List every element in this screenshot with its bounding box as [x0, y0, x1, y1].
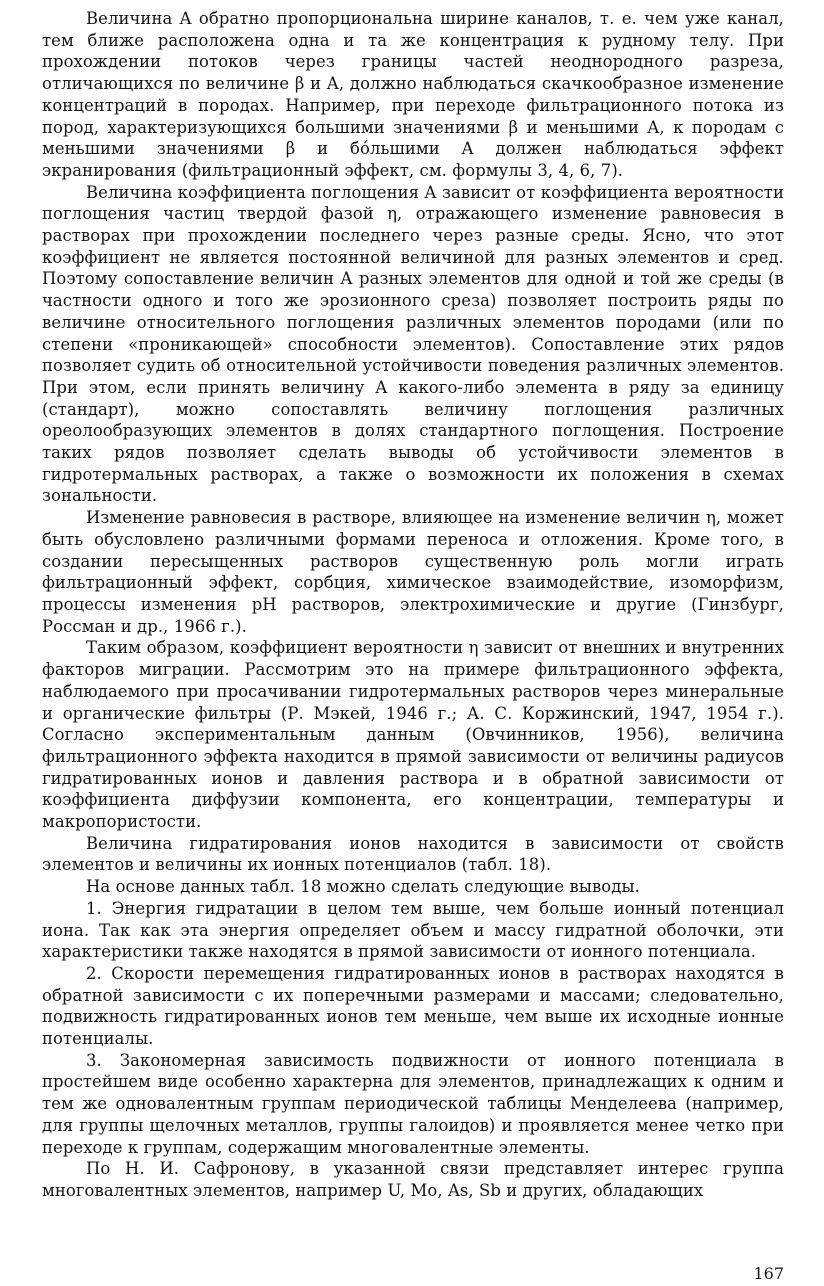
paragraph-ion-hydration: Величина гидратирования ионов находится в зависимости от свойств элементов и величины их ионных потенциалов (табл. 18).	[42, 833, 784, 875]
paragraph-absorption-coefficient: Величина коэффициента поглощения A зависит от коэффициента вероятности поглощения частиц твердой фазой η, отражающего изменение равновесия в растворах при прохождении последнего через разные среды. Ясно, что этот коэффициент не является постоянной величиной для разных элементов и сред. Поэтому сопоставление величин A разных элементов для одной и той же среды (в частности одного и того же эрозионного среза) позволяет построить ряды по величине относительного поглощения различных элементов породами (или по степени «проникающей» способности элементов). Сопоставление этих рядов позволяет судить об относительной устойчивости поведения различных элементов. При этом, если принять величину A какого-либо элемента в ряду за единицу (стандарт), можно сопоставлять величину поглощения различных ореолообразующих элементов в долях стандартного поглощения. Построение таких рядов позволяет сделать выводы об устойчивости элементов в гидротермальных растворах, а также о возможности их положения в схемах зональности.	[42, 182, 784, 506]
paragraph-conclusion-3: 3. Закономерная зависимость подвижности от ионного потенциала в простейшем виде особенно характерна для элементов, принадлежащих к одним и тем же одновалентным группам периодической таблицы Менделеева (например, для группы щелочных металлов, группы галоидов) и проявляется менее четко при переходе к группам, содержащим многовалентные элементы.	[42, 1050, 784, 1157]
page-number: 167	[753, 1264, 784, 1283]
paragraph-conclusion-1: 1. Энергия гидратации в целом тем выше, чем больше ионный потенциал иона. Так как эта энергия определяет объем и массу гидратной оболочки, эти характеристики также находятся в прямой зависимости от ионного потенциала.	[42, 898, 784, 962]
paragraph-equilibrium-change: Изменение равновесия в растворе, влияющее на изменение величин η, может быть обусловлено различными формами переноса и отложения. Кроме того, в создании пересыщенных растворов существенную роль могли играть фильтрационный эффект, сорбция, химическое взаимодействие, изоморфизм, процессы изменения pH растворов, электрохимические и другие (Гинзбург, Россман и др., 1966 г.).	[42, 508, 784, 636]
paragraph-conclusion-2: 2. Скорости перемещения гидратированных ионов в растворах находятся в обратной зависимости с их поперечными размерами и массами; следовательно, подвижность гидратированных ионов тем меньше, чем выше их исходные ионные потенциалы.	[42, 963, 784, 1049]
paragraph-safronov: По Н. И. Сафронову, в указанной связи представляет интерес группа многовалентных элементов, например U, Mo, As, Sb и других, обладающих	[42, 1159, 784, 1200]
paragraph-conclusions-intro: На основе данных табл. 18 можно сделать следующие выводы.	[86, 877, 640, 897]
paragraph-value-a-channel-width: Величина A обратно пропорциональна ширине каналов, т. е. чем уже канал, тем ближе расположена одна и та же концентрация к рудному телу. При прохождении потоков через границы частей неоднородного разреза, отличающихся по величине β и A, должно наблюдаться скачкообразное изменение концентраций в породах. Например, при переходе фильтрационного потока из пород, характеризующихся большими значениями β и меньшими A, к породам с меньшими значениями β и бóльшими A должен наблюдаться эффект экранирования (фильтрационный эффект, см. формулы 3, 4, 6, 7).	[42, 9, 784, 180]
paragraph-probability-coefficient: Таким образом, коэффициент вероятности η зависит от внешних и внутренних факторов миграции. Рассмотрим это на примере фильтрационного эффекта, наблюдаемого при просачивании гидротермальных растворов через минеральные и органические фильтры (Р. Мэкей, 1946 г.; А. С. Коржинский, 1947, 1954 г.). Согласно экспериментальным данным (Овчинников, 1956), величина фильтрационного эффекта находится в прямой зависимости от величины радиусов гидратированных ионов и давления раствора и в обратной зависимости от коэффициента диффузии компонента, его концентрации, температуры и макропористости.	[42, 638, 784, 832]
